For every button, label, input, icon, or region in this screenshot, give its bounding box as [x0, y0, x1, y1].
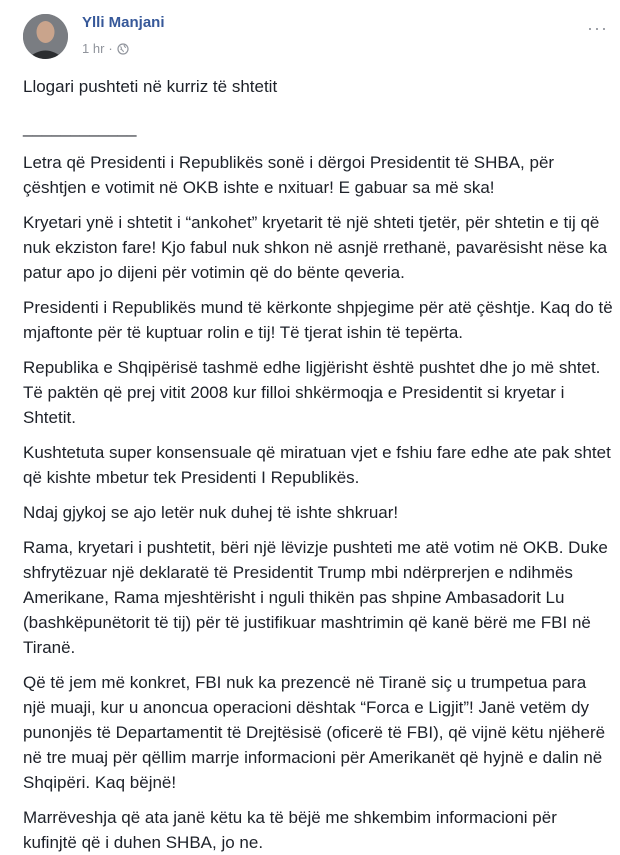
paragraph: Kryetari ynë i shtetit i “ankohet” kryetarit të një shteti tjetër, për shtetin e tij që nuk ekziston fare! Kjo fabul nuk shkon në asnjë rrethanë, pavarësisht nëse ka patur apo jo dijeni për votimin që do bënte qeveria. [23, 213, 608, 282]
paragraph: Presidenti i Republikës mund të kërkonte shpjegime për atë çështje. Kaq do të mjaftonte për të kuptuar rolin e tij! Të tjerat ishin të tepërta. [23, 298, 613, 342]
separator-line: ____________ [23, 118, 137, 137]
paragraph: Që të jem më konkret, FBI nuk ka prezencë në Tiranë siç u trumpetua para një muaji, kur u anoncua operacioni dështak “Forca e Ligjit”! Janë vetëm dy punonjës të Departamentit të Drejtësisë (oficerë të FBI), që vijnë këtu njëherë në tre muaj për qëllim marrje informacioni për Amerikanët që hyjnë e dalin në Shqipëri. Kaq bëjnë! [23, 673, 606, 792]
post-header [0, 0, 620, 70]
post-title: Llogari pushteti në kurriz të shtetit [23, 77, 278, 96]
globe-icon[interactable] [117, 43, 129, 55]
paragraph: Rama, kryetari i pushtetit, bëri një lëvizje pushteti me atë votim në OKB. Duke shfrytëzuar një deklaratë të Presidentit Trump mbi ndërprerjen e ndihmës Amerikane, Rama mjeshtërisht i nguli thikën pas shpine Ambasadorit Lu (bashkëpunëtorit të tij) për të justifikuar mashtrimin që kanë bërë me FBI në Tiranë. [23, 538, 608, 657]
paragraph: Republika e Shqipërisë tashmë edhe ligjërisht është pushtet dhe jo më shtet. Të paktën që prej vitit 2008 kur filloi shkërmoqja e Presidentit si kryetar i Shtetit. [23, 358, 601, 427]
avatar[interactable] [23, 14, 68, 59]
post-body [23, 74, 613, 855]
timestamp[interactable]: 1 hr [82, 41, 105, 56]
meta-separator: · [108, 41, 113, 56]
paragraph: Marrëveshja që ata janë këtu ka të bëjë me shkembim informacioni për kufinjtë që i duhen SHBA, jo ne. [23, 808, 557, 852]
paragraph: Kushtetuta super konsensuale që miratuan vjet e fshiu fare edhe ate pak shtet që kishte mbetur tek Presidenti I Republikës. [23, 443, 611, 487]
paragraph: Letra që Presidenti i Republikës sonë i dërgoi Presidentit të SHBA, për çështjen e votimit në OKB ishte e nxituar! E gabuar sa më ska! [23, 153, 555, 197]
profile-photo [23, 14, 68, 59]
post-meta [82, 41, 129, 56]
author-name[interactable]: Ylli Manjani [82, 14, 165, 31]
paragraph: Ndaj gjykoj se ajo letër nuk duhej të ishte shkruar! [23, 503, 399, 522]
more-options-icon[interactable]: ··· [587, 18, 608, 38]
